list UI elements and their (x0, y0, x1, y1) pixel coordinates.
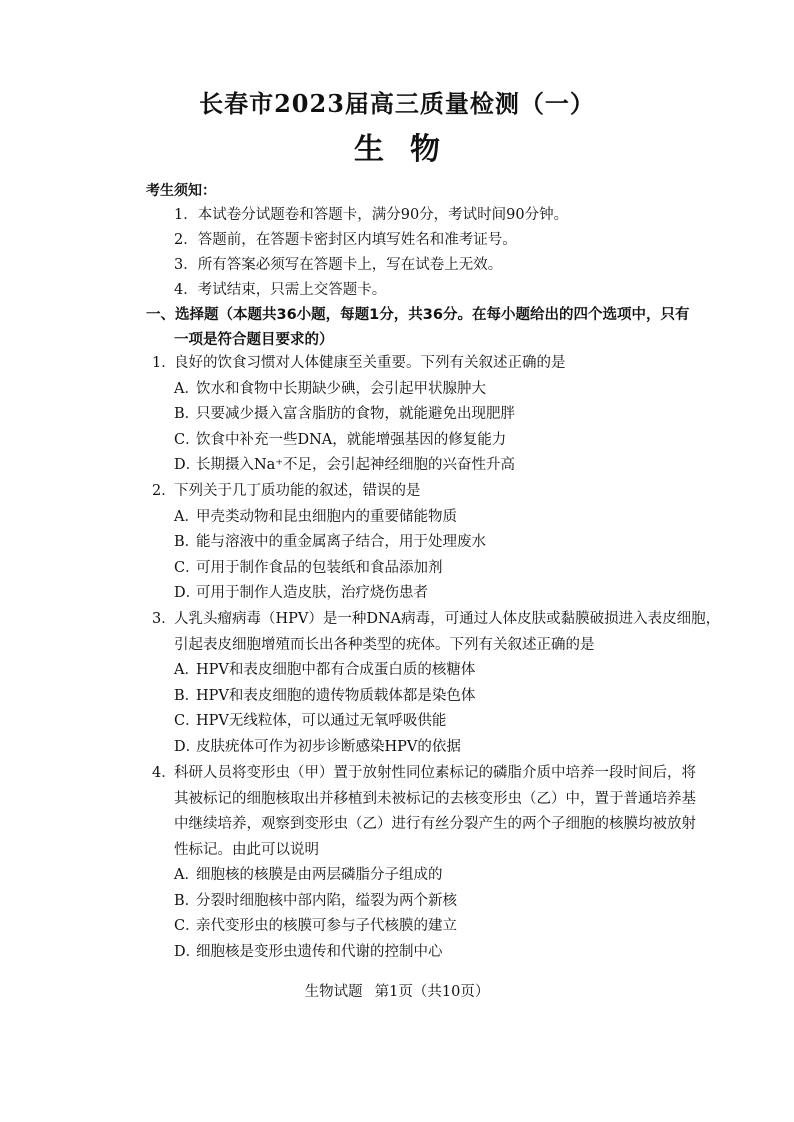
notice-item: 1．本试卷分试题卷和答题卡，满分90分，考试时间90分钟。 (174, 207, 569, 223)
page-footer (0, 980, 794, 1001)
question-number: 2． (152, 483, 176, 499)
question-text-continued: 性标记。由此可以说明 (174, 841, 319, 858)
question-1 (152, 351, 742, 479)
option-b (152, 530, 742, 556)
option-key: B． (174, 687, 200, 704)
option-key: A． (174, 867, 199, 883)
option-text: 皮肤疣体可作为初步诊断感染HPV的依据 (196, 738, 461, 755)
question-text: 下列关于几丁质功能的叙述，错误的是 (174, 483, 421, 499)
question-2 (152, 479, 742, 607)
option-text: 饮水和食物中长期缺少碘，会引起甲状腺肿大 (196, 380, 486, 397)
question-text: 人乳头瘤病毒（HPV）是一种DNA病毒，可通过人体皮肤或黏膜破损进入表皮细胞， (174, 611, 721, 627)
question-text: 良好的饮食习惯对人体健康至关重要。下列有关叙述正确的是 (174, 355, 566, 371)
option-key: D． (174, 943, 201, 960)
option-key: A． (174, 662, 199, 678)
option-text: 长期摄入Na⁺不足，会引起神经细胞的兴奋性升高 (196, 457, 515, 473)
option-key: B． (174, 406, 200, 422)
section-heading-line1: 一、选择题（本题共36小题，每题1分，共36分。在每小题给出的四个选项中，只有 (146, 307, 690, 323)
notice-item: 3．所有答案必须写在答题卡上，写在试卷上无效。 (174, 257, 503, 273)
option-text: 饮食中补充一些DNA，就能增强基因的修复能力 (196, 431, 507, 448)
option-key: C． (174, 431, 200, 448)
question-text-continued: 其被标记的细胞核取出并移植到未被标记的去核变形虫（乙）中，置于普通培养基 (174, 790, 696, 807)
question-number: 3． (152, 611, 176, 627)
section-heading (146, 303, 746, 353)
option-a (152, 377, 742, 403)
question-stem (152, 761, 742, 787)
footer-subject: 生物试题 (304, 984, 363, 1000)
option-c (152, 428, 742, 454)
option-text: 能与溶液中的重金属离子结合，用于处理废水 (196, 534, 486, 550)
question-4 (152, 761, 742, 965)
section-heading-line2: 一项是符合题目要求的） (174, 332, 334, 348)
option-key: A． (174, 508, 199, 525)
option-key: B． (174, 534, 200, 550)
option-b (152, 684, 742, 710)
option-c (152, 914, 742, 940)
option-d (152, 940, 742, 966)
notice-item: 4．考试结束，只需上交答题卡。 (174, 282, 387, 298)
option-text: 只要减少摄入富含脂肪的食物，就能避免出现肥胖 (196, 406, 515, 422)
option-text: 分裂时细胞核中部内陷，缢裂为两个新核 (196, 892, 457, 909)
option-key: C． (174, 918, 200, 934)
option-b (152, 889, 742, 915)
exam-subject: 生物 (354, 132, 466, 167)
option-text: 亲代变形虫的核膜可参与子代核膜的建立 (196, 918, 457, 934)
question-number: 4． (152, 765, 176, 781)
option-a (152, 863, 742, 889)
option-key: C． (174, 559, 200, 576)
option-d (152, 581, 742, 607)
question-text-continued: 中继续培养，观察到变形虫（乙）进行有丝分裂产生的两个子细胞的核膜均被放射 (174, 816, 696, 832)
question-stem (152, 351, 742, 377)
question-stem (152, 479, 742, 505)
option-a (152, 505, 742, 531)
option-d (152, 735, 742, 761)
option-key: D． (174, 585, 201, 601)
option-key: B． (174, 892, 200, 909)
option-text: 细胞核的核膜是由两层磷脂分子组成的 (196, 867, 443, 883)
option-b (152, 402, 742, 428)
option-key: D． (174, 457, 201, 473)
option-c (152, 709, 742, 735)
option-d (152, 453, 742, 479)
option-key: C． (174, 713, 200, 729)
exam-title: 长春市2023届高三质量检测（一） (199, 89, 595, 118)
option-key: A． (174, 380, 199, 397)
question-3 (152, 607, 742, 760)
notice-list (174, 203, 568, 303)
option-key: D． (174, 738, 201, 755)
option-text: HPV和表皮细胞的遗传物质载体都是染色体 (196, 687, 476, 704)
question-text-continued: 引起表皮细胞增殖而长出各种类型的疣体。下列有关叙述正确的是 (174, 636, 595, 653)
question-number: 1． (152, 355, 176, 371)
option-c (152, 556, 742, 582)
option-a (152, 658, 742, 684)
notice-item: 2．答题前，在答题卡密封区内填写姓名和准考证号。 (174, 232, 517, 248)
option-text: 甲壳类动物和昆虫细胞内的重要储能物质 (196, 508, 457, 525)
notice-heading: 考生须知： (146, 183, 216, 199)
option-text: 细胞核是变形虫遗传和代谢的控制中心 (196, 943, 443, 960)
footer-page-number: 第1页（共10页） (374, 984, 490, 1000)
option-text: HPV和表皮细胞中都有合成蛋白质的核糖体 (196, 662, 476, 678)
option-text: 可用于制作人造皮肤，治疗烧伤患者 (196, 585, 428, 601)
question-stem (152, 607, 742, 633)
option-text: HPV无线粒体，可以通过无氧呼吸供能 (196, 713, 447, 729)
option-text: 可用于制作食品的包装纸和食品添加剂 (196, 559, 443, 576)
question-text: 科研人员将变形虫（甲）置于放射性同位素标记的磷脂介质中培养一段时间后，将 (174, 765, 696, 781)
